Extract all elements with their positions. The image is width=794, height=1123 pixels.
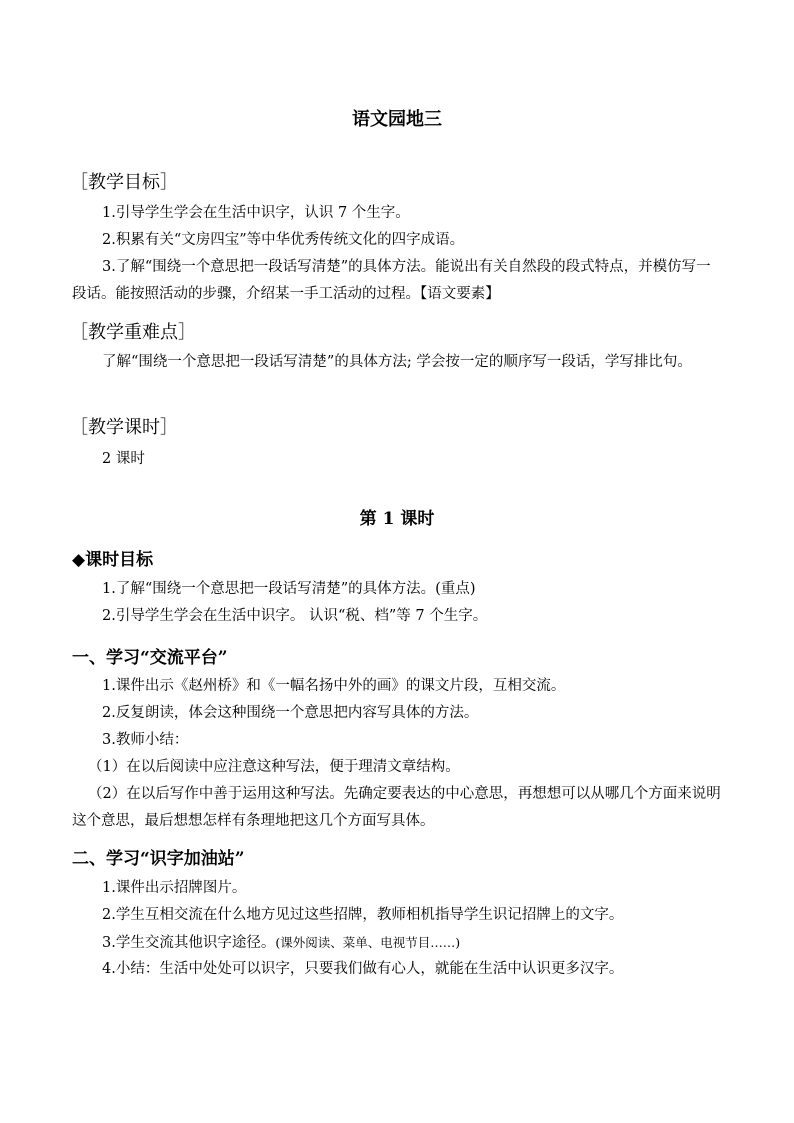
part2-item-3-text: 3.学生交流其他识字途径。	[102, 935, 276, 951]
document-title: 语文园地三	[352, 109, 442, 130]
lesson-goal-2: 2.引导学生学会在生活中识字。 认识“税、档”等 7 个生字。	[102, 608, 488, 624]
section-heading-periods: ［教学课时］	[70, 417, 178, 438]
objective-item-3: 3.了解“围绕一个意思把一段话写清楚”的具体方法。能说出有关自然段的段式特点，并模仿写一段话。能按照活动的步骤，介绍某一手工活动的过程。【语文要素】	[72, 259, 711, 302]
part2-item-1: 1.课件出示招牌图片。	[102, 880, 247, 896]
section-heading-objectives: ［教学目标］	[70, 172, 178, 193]
part2-item-2: 2.学生互相交流在什么地方见过这些招牌，教师相机指导学生识记招牌上的文字。	[102, 907, 624, 923]
periods-text: 2 课时	[102, 451, 145, 467]
objective-item-2: 2.积累有关“文房四宝”等中华优秀传统文化的四字成语。	[102, 232, 465, 248]
part1-item-1: 1.课件出示《赵州桥》和《一幅名扬中外的画》的课文片段，互相交流。	[102, 678, 566, 694]
lesson-goal-1: 1.了解“围绕一个意思把一段话写清楚”的具体方法。(重点)	[102, 581, 476, 597]
part2-item-3-note: (课外阅读、菜单、电视节目……)	[275, 935, 461, 950]
lesson-title: 第 1 课时	[359, 509, 435, 529]
part1-item-2: 2.反复朗读，体会这种围绕一个意思把内容写具体的方法。	[102, 705, 479, 721]
part1-subitem-2: （2）在以后写作中善于运用这种写法。先确定要表达的中心意思，再想想可以从哪几个方面来说明这个意思，最后想想怎样有条理地把这几个方面写具体。	[72, 786, 721, 829]
objective-item-1: 1.引导学生学会在生活中识字，认识 7 个生字。	[102, 205, 410, 221]
part1-subitem-1: （1）在以后阅读中应注意这种写法，便于理清文章结构。	[88, 759, 460, 775]
part1-item-3: 3.教师小结：	[102, 732, 189, 748]
lesson-goal-heading: ◆课时目标	[72, 550, 154, 570]
section-heading-key-points: ［教学重难点］	[70, 322, 196, 343]
part2-item-3	[72, 929, 722, 957]
key-points-text: 了解“围绕一个意思把一段话写清楚”的具体方法; 学会按一定的顺序写一段话，学写排比句。	[102, 354, 692, 370]
part2-heading: 二、学习“识字加油站”	[72, 849, 245, 869]
part1-heading: 一、学习“交流平台”	[72, 648, 228, 668]
part2-item-4: 4.小结：生活中处处可以识字，只要我们做有心人，就能在生活中认识更多汉字。	[102, 961, 624, 977]
